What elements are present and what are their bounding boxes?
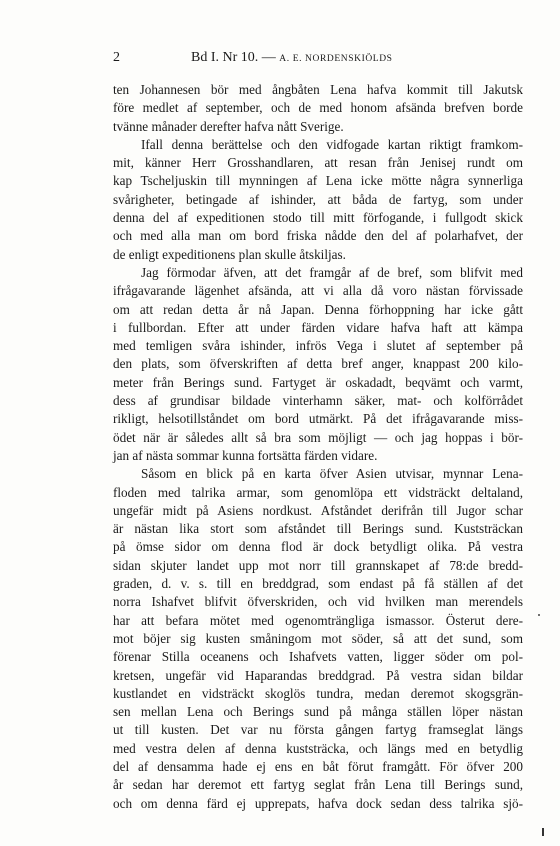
text-line: dess af grundisar bildade vinterhamn säker, mat- och kolförrådet [113,393,523,409]
text-line: tvänne månader derefter hafva nått Sverige. [113,118,344,134]
text-line: med vestra delen af denna kuststräcka, och längs med en betydlig [113,740,523,756]
text-line: kap Tscheljuskin till mynningen af Lena icke mötte några synnerliga [113,173,523,189]
text-line: har att befara mötet med ogenomträngliga ismassor. Österut dere- [113,612,523,628]
text-line: Ifall denna berättelse och den vidfogade kartan riktigt framkom- [141,136,523,152]
text-line: på ömse sidor om denna flod är dock betydligt olika. På vestra [113,539,523,555]
text-line: del af densamma hade ej ens en båt förut framgått. För öfver 200 [113,758,523,774]
text-line: ut till kusten. Det var nu första gången fartyg framseglat längs [113,722,523,738]
text-line: graden, d. v. s. till en breddgrad, som endast på få ställen af det [113,576,523,592]
text-line: och med alla man om bord friska nådde den del af polarhafvet, der [113,228,523,244]
text-line: ungefär midt på Asiens nordkust. Afståndet derifrån till Jugor schar [113,502,523,518]
text-line: floden med talrika armar, som genomlöpa ett vidsträckt deltaland, [113,484,523,500]
text-line: i fullbordan. Efter att under färden vidare hafva haft att kämpa [113,319,523,335]
text-line: om att redan detta år nå Japan. Denna förhoppning har icke gått [113,301,523,317]
margin-mark [542,828,544,836]
text-line: mot böjer sig kusten småningom mot söder, så att det sund, som [113,630,523,646]
margin-speck [538,614,540,616]
text-line: före medlet af september, och de med honom afsända brefven borde [113,100,523,116]
text-line: sen mellan Lena och Berings sund på många ställen löper nästan [113,704,523,720]
running-head [191,50,393,67]
volume-issue: Bd I. Nr 10. [191,50,259,65]
text-line: de enligt expeditionens plan skulle åtskiljas. [113,246,346,262]
header-dash: — [261,50,276,65]
page-number: 2 [113,50,120,65]
text-line: Såsom en blick på en karta öfver Asien utvisar, mynnar Lena- [141,466,523,482]
text-line: sidan skjuter landet upp mot norr till grannskapet af 78:de bredd- [113,557,523,573]
text-line: är nästan lika stort som afståndet till Berings sund. Kuststräckan [113,521,523,537]
text-line: och om denna färd ej upprepats, hafva dock sedan dess talrika sjö- [113,795,523,811]
text-line: Jag förmodar äfven, att det framgår af de bref, som blifvit med [141,264,523,280]
text-line: kustlandet en vidsträckt skoglös tundra, medan deremot skogsgrän- [113,685,523,701]
text-line: ödet när är således allt så bra som möjligt — och jag hoppas i bör- [113,429,523,445]
text-line: kretsen, ungefär vid Haparandas breddgrad. På vestra sidan bildar [113,667,523,683]
text-line: meter från Berings sund. Fartyget är oskadadt, beqvämt och varmt, [113,374,523,390]
text-line: förenar Stilla oceanens och Ishafvets vatten, ligger söder om pol- [113,649,523,665]
text-line: denna del af expeditionen stodo till mitt förfogande, i fullgodt skick [113,210,523,226]
text-line: ifrågavarande lägenhet afsända, att vi alla då voro nästan förvissade [113,283,523,299]
text-line: norra Ishafvet blifvit öfverskriden, och vid hvilken man merendels [113,594,523,610]
text-line: med temligen svåra ishinder, infrös Vega i slutet af september på [113,338,523,354]
body-text [113,81,523,813]
text-line: ten Johannesen bör med ångbåten Lena hafva kommit till Jakutsk [113,82,523,97]
text-line: rikligt, helsotillståndet om bord utmärkt. På det ifrågavarande miss- [113,411,523,427]
author-name: A. E. NORDENSKIÖLDS [279,54,393,64]
text-line: den plats, som öfverskriften af detta bref anger, knappast 200 kilo- [113,356,523,372]
text-line: svårigheter, betingade af ishinder, att båda de fartyg, som under [113,191,523,207]
text-line: jan af nästa sommar kunna fortsätta färden vidare. [113,447,378,463]
page-header [113,50,521,66]
text-line: år sedan har deremot ett fartyg seglat från Lena till Berings sund, [113,777,523,793]
text-line: mit, känner Herr Grosshandlaren, att resan från Jenisej rundt om [113,155,523,171]
